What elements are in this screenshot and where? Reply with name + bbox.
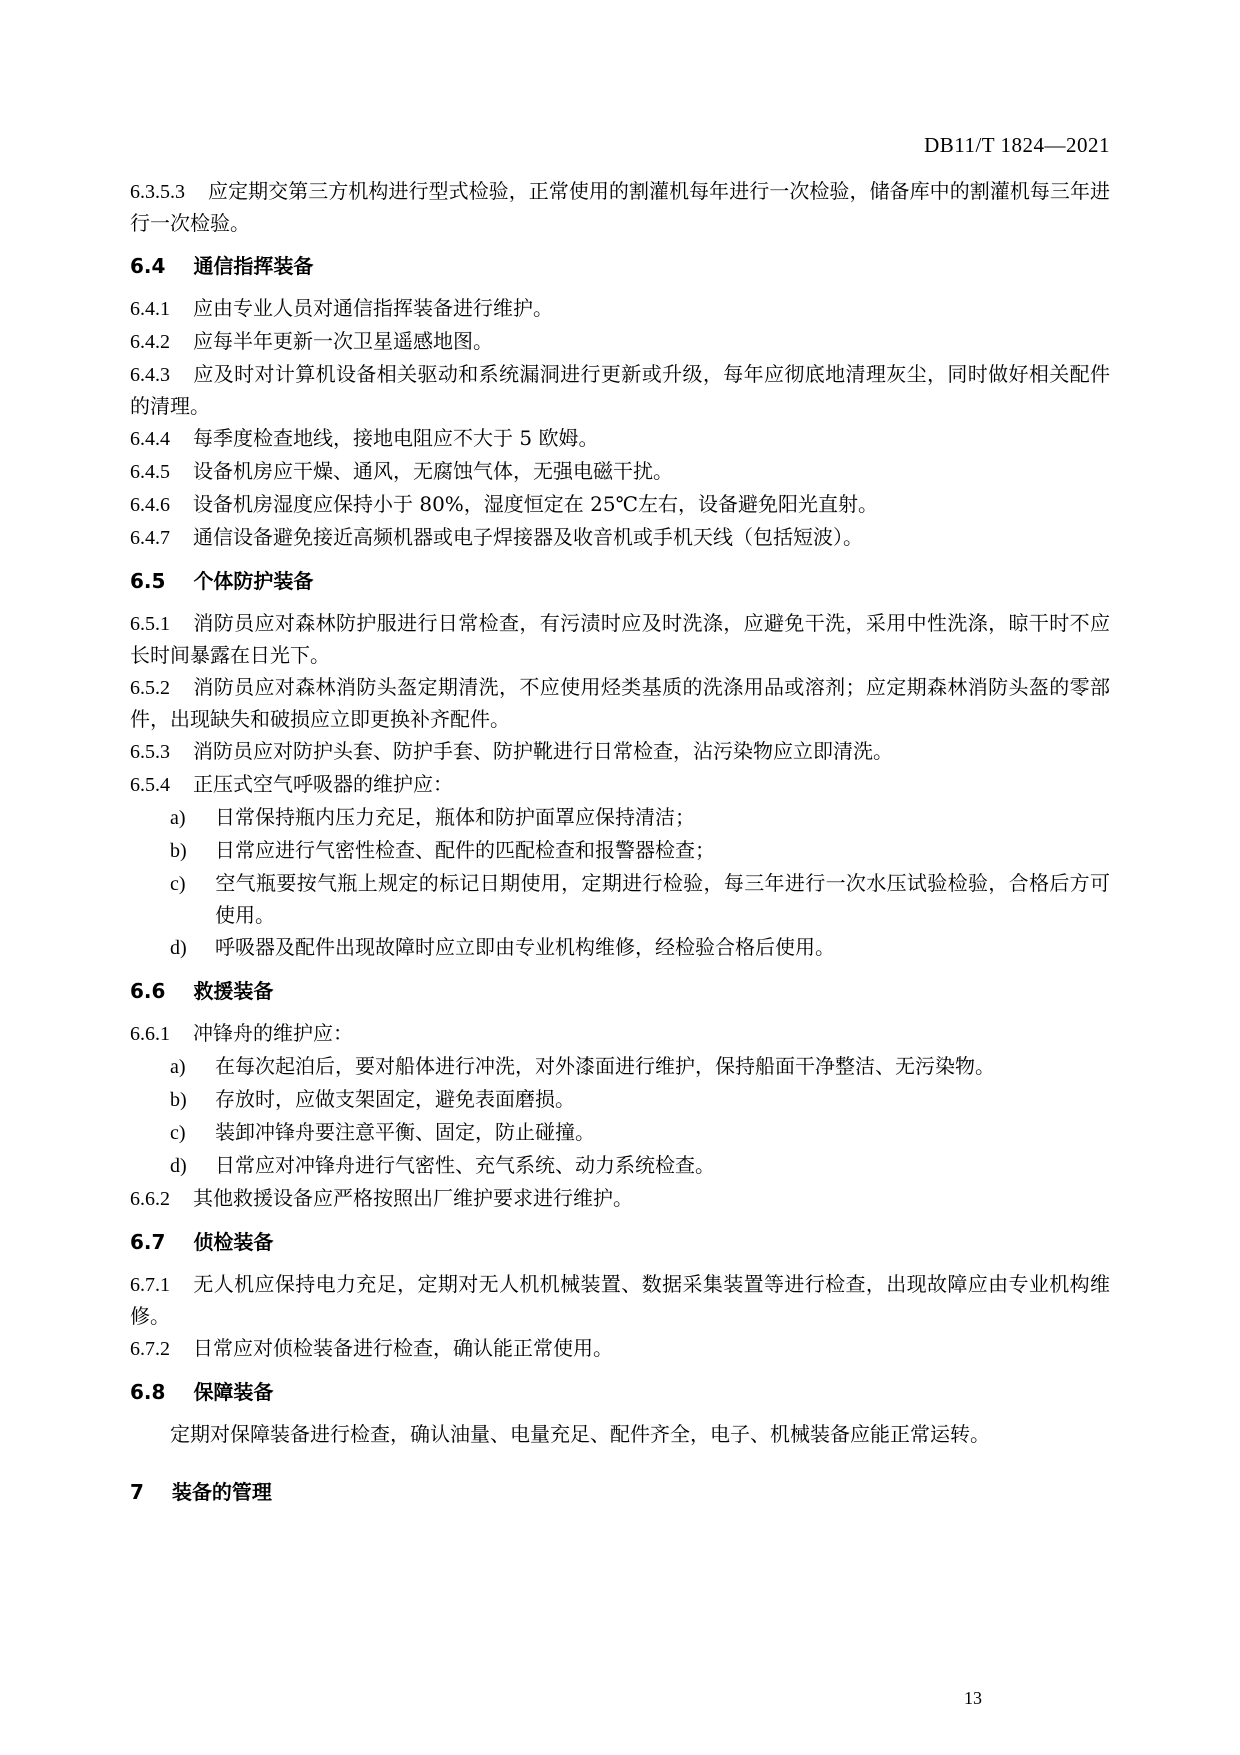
list-item-marker: a) [170,807,186,829]
list-item [130,1084,1110,1116]
clause-number: 6.7.2 [130,1338,170,1360]
clause-paragraph [130,176,1110,239]
document-header [130,132,1110,158]
list-item-marker: b) [170,1089,187,1111]
clause-text: 无人机应保持电力充足，定期对无人机机械装置、数据采集装置等进行检查，出现故障应由专业机构维修。 [130,1272,1110,1328]
section-heading [130,566,1110,597]
heading-number: 7 [130,1480,144,1504]
list-item [130,932,1110,964]
clause-paragraph [130,489,1110,521]
clause-paragraph [130,1018,1110,1050]
section-heading [130,1227,1110,1258]
clause-number: 6.5.1 [130,613,170,635]
clause-paragraph [130,608,1110,671]
list-item-marker: d) [170,937,187,959]
clause-number: 6.5.4 [130,774,170,796]
paragraph: 定期对保障装备进行检查，确认油量、电量充足、配件齐全，电子、机械装备应能正常运转。 [170,1422,990,1446]
clause-text: 应每半年更新一次卫星遥感地图。 [193,329,493,353]
clause-text: 通信设备避免接近高频机器或电子焊接器及收音机或手机天线（包括短波）。 [193,525,863,549]
clause-paragraph [130,456,1110,488]
section-heading [130,1477,1110,1508]
clause-number: 6.6.2 [130,1188,170,1210]
document-content [130,176,1110,1508]
clause-number: 6.7.1 [130,1274,170,1296]
list-item [130,835,1110,867]
clause-text: 正压式空气呼吸器的维护应： [193,772,453,796]
clause-number: 6.5.3 [130,741,170,763]
clause-number: 6.4.2 [130,331,170,353]
clause-number: 6.5.2 [130,677,170,699]
clause-text: 应定期交第三方机构进行型式检验，正常使用的割灌机每年进行一次检验，储备库中的割灌机每三年进行一次检验。 [130,179,1110,235]
clause-text: 其他救援设备应严格按照出厂维护要求进行维护。 [193,1186,633,1210]
clause-number: 6.3.5.3 [130,181,185,203]
clause-text: 冲锋舟的维护应： [193,1021,353,1045]
section-heading [130,976,1110,1007]
list-item-marker: c) [170,873,186,895]
list-item [130,1117,1110,1149]
clause-paragraph [130,293,1110,325]
clause-number: 6.4.3 [130,364,170,386]
clause-number: 6.4.5 [130,461,170,483]
heading-text: 救援装备 [193,979,274,1003]
list-item-marker: b) [170,840,187,862]
clause-paragraph [130,672,1110,735]
doc-number: DB11/T 1824—2021 [924,133,1110,157]
heading-number: 6.4 [130,254,166,278]
list-item-marker: c) [170,1122,186,1144]
clause-text: 设备机房应干燥、通风，无腐蚀气体，无强电磁干扰。 [193,459,673,483]
clause-number: 6.4.1 [130,298,170,320]
heading-text: 通信指挥装备 [193,254,314,278]
clause-text: 应及时对计算机设备相关驱动和系统漏洞进行更新或升级，每年应彻底地清理灰尘，同时做好相关配件的清理。 [130,362,1110,418]
clause-text: 应由专业人员对通信指挥装备进行维护。 [193,296,553,320]
clause-number: 6.4.7 [130,527,170,549]
clause-text: 每季度检查地线，接地电阻应不大于 5 欧姆。 [193,426,599,450]
list-item [130,802,1110,834]
document-footer [964,1688,982,1709]
clause-text: 设备机房湿度应保持小于 80%，湿度恒定在 25℃左右，设备避免阳光直射。 [193,492,878,516]
clause-paragraph [130,769,1110,801]
clause-text: 日常应对侦检装备进行检查，确认能正常使用。 [193,1336,613,1360]
list-item-text: 存放时，应做支架固定，避免表面磨损。 [215,1087,575,1111]
list-item [130,1051,1110,1083]
list-item-text: 空气瓶要按气瓶上规定的标记日期使用，定期进行检验，每三年进行一次水压试验检验，合格后方可使用。 [215,871,1110,927]
page-number: 13 [964,1688,982,1708]
clause-paragraph [130,1183,1110,1215]
list-item-marker: d) [170,1155,187,1177]
heading-number: 6.8 [130,1380,166,1404]
section-heading [130,1377,1110,1408]
section-heading [130,251,1110,282]
list-item-text: 日常应对冲锋舟进行气密性、充气系统、动力系统检查。 [215,1153,715,1177]
clause-number: 6.4.6 [130,494,170,516]
clause-number: 6.4.4 [130,428,170,450]
list-item-text: 装卸冲锋舟要注意平衡、固定，防止碰撞。 [215,1120,595,1144]
clause-text: 消防员应对防护头套、防护手套、防护靴进行日常检查，沾污染物应立即清洗。 [193,739,893,763]
clause-paragraph [130,522,1110,554]
heading-text: 个体防护装备 [193,569,314,593]
list-item-text: 在每次起泊后，要对船体进行冲洗，对外漆面进行维护，保持船面干净整洁、无污染物。 [215,1054,995,1078]
clause-number: 6.6.1 [130,1023,170,1045]
clause-paragraph [130,1269,1110,1332]
heading-number: 6.7 [130,1230,166,1254]
heading-text: 装备的管理 [171,1480,272,1504]
list-item-text: 日常应进行气密性检查、配件的匹配检查和报警器检查； [215,838,715,862]
heading-text: 侦检装备 [193,1230,274,1254]
heading-text: 保障装备 [193,1380,274,1404]
clause-paragraph [130,423,1110,455]
list-item [130,1150,1110,1182]
clause-paragraph [130,1333,1110,1365]
clause-text: 消防员应对森林消防头盔定期清洗，不应使用烃类基质的洗涤用品或溶剂；应定期森林消防头盔的零部件，出现缺失和破损应立即更换补齐配件。 [130,675,1110,731]
heading-number: 6.6 [130,979,166,1003]
clause-paragraph [130,359,1110,422]
list-item-marker: a) [170,1056,186,1078]
clause-paragraph [130,736,1110,768]
clause-text: 消防员应对森林防护服进行日常检查，有污渍时应及时洗涤，应避免干洗，采用中性洗涤，晾干时不应长时间暴露在日光下。 [130,611,1110,667]
list-item-text: 日常保持瓶内压力充足，瓶体和防护面罩应保持清洁； [215,805,695,829]
list-item-text: 呼吸器及配件出现故障时应立即由专业机构维修，经检验合格后使用。 [215,935,835,959]
heading-number: 6.5 [130,569,166,593]
list-item [130,868,1110,931]
clause-paragraph [130,326,1110,358]
